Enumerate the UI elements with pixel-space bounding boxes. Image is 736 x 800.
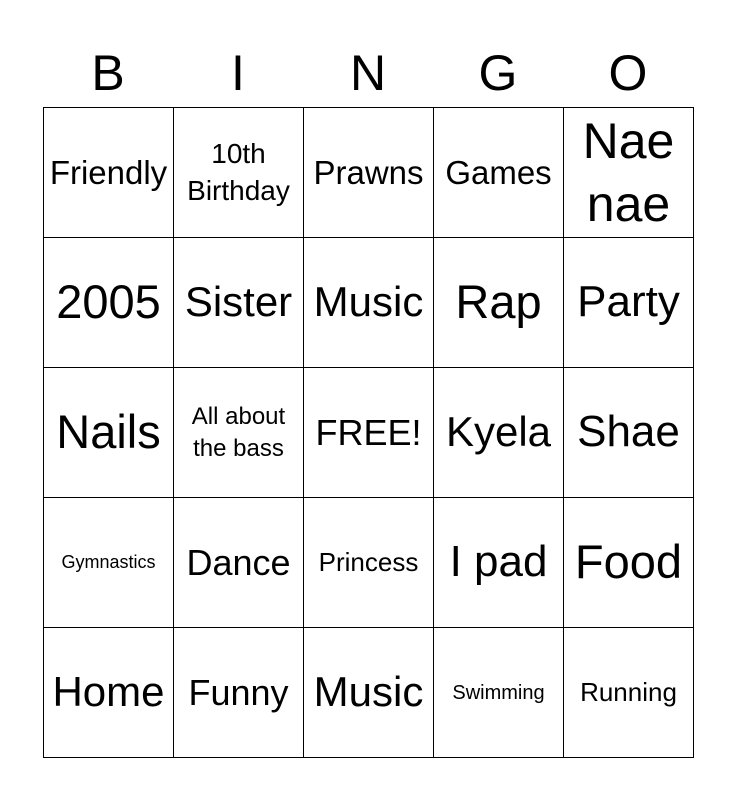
cell-label: Princess [318,546,419,577]
bingo-cell[interactable] [564,108,694,238]
cell-label: Music [313,278,424,326]
bingo-cell[interactable] [44,368,174,498]
bingo-cell[interactable] [174,368,304,498]
bingo-cell[interactable] [44,238,174,368]
cell-label: Rap [455,275,542,329]
bingo-header [43,40,693,106]
cell-label: Kyela [445,408,552,456]
bingo-cell[interactable] [564,628,694,758]
bingo-cell[interactable] [564,368,694,498]
bingo-cell[interactable] [304,368,434,498]
bingo-cell[interactable] [564,498,694,628]
header-letter-g: G [478,45,518,101]
cell-label: Food [574,535,683,589]
bingo-cell[interactable] [434,238,564,368]
bingo-cell[interactable] [434,498,564,628]
cell-label: Gymnastics [61,551,156,572]
cell-label: Nae nae [582,113,675,232]
cell-label: Friendly [49,153,168,191]
cell-label: Swimming [452,681,545,704]
bingo-cell[interactable] [174,108,304,238]
header-letter-n: N [349,45,387,101]
header-letter-b: B [91,45,125,101]
cell-label: Shae [577,407,680,457]
bingo-cell[interactable] [174,498,304,628]
bingo-cell[interactable] [44,498,174,628]
bingo-cell[interactable] [434,628,564,758]
cell-label: Sister [184,278,293,326]
cell-label: Party [577,277,680,327]
bingo-cell[interactable] [44,628,174,758]
bingo-cell[interactable] [44,108,174,238]
cell-label: Funny [188,671,289,713]
cell-label: Prawns [313,153,424,191]
cell-label: FREE! [315,411,422,453]
bingo-board [43,107,694,758]
bingo-cell[interactable] [564,238,694,368]
cell-label: Dance [186,541,291,583]
bingo-cell[interactable] [174,238,304,368]
cell-label: All about the bass [191,403,286,462]
cell-label: Running [580,676,677,707]
bingo-cell[interactable] [434,368,564,498]
cell-label: I pad [449,537,548,587]
cell-label: Games [445,153,552,191]
cell-label: 10th Birthday [187,138,290,206]
bingo-cell[interactable] [434,108,564,238]
cell-label: Music [313,668,424,716]
bingo-cell[interactable] [304,108,434,238]
bingo-cell[interactable] [304,238,434,368]
cell-label: Home [52,668,165,716]
header-letter-i: I [231,45,245,101]
cell-label: 2005 [56,275,161,329]
bingo-cell[interactable] [304,498,434,628]
cell-label: Nails [56,405,161,459]
bingo-cell[interactable] [174,628,304,758]
header-letter-o: O [608,45,648,101]
bingo-cell[interactable] [304,628,434,758]
